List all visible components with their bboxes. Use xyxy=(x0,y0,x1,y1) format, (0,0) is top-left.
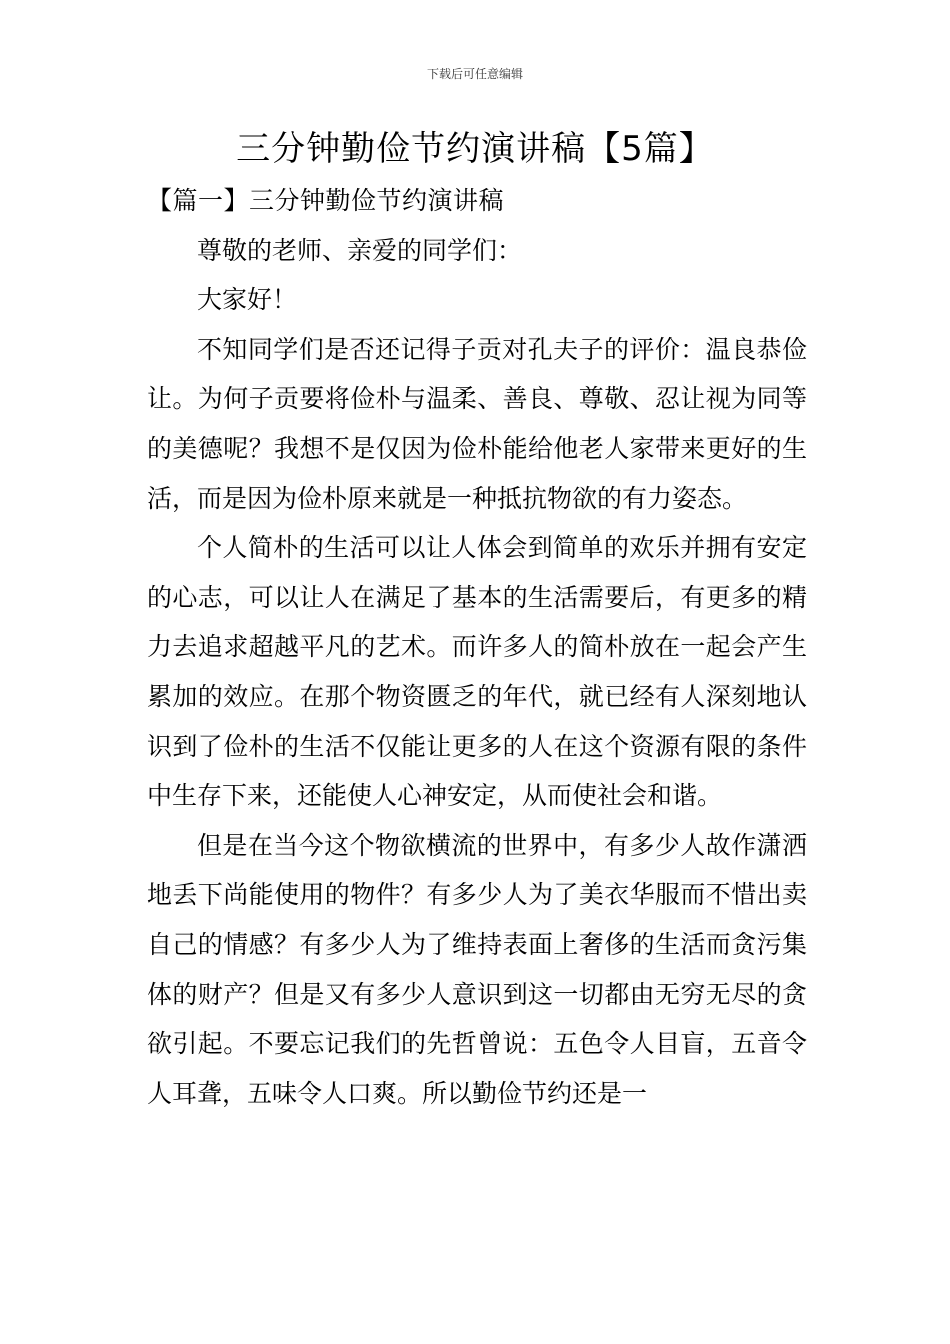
section-heading: 【篇一】三分钟勤俭节约演讲稿 xyxy=(147,186,505,215)
body-paragraph-2: 个人简朴的生活可以让人体会到简单的欢乐并拥有安定的心志，可以让人在满足了基本的生活需要后，有更多的精力去追求超越平凡的艺术。而许多人的简朴放在一起会产生累加的效应。在那个物资匮乏的年代，就已经有人深刻地认识到了俭朴的生活不仅能让更多的人在这个资源有限的条件中生存下来，还能使人心神安定，从而使社会和谐。 xyxy=(147,533,807,811)
body-paragraph-1: 不知同学们是否还记得子贡对孔夫子的评价：温良恭俭让。为何子贡要将俭朴与温柔、善良、尊敬、忍让视为同等的美德呢？我想不是仅因为俭朴能给他老人家带来更好的生活，而是因为俭朴原来就是一种抵抗物欲的有力姿态。 xyxy=(147,334,807,513)
page-header-note: 下载后可任意编辑 xyxy=(426,67,523,81)
salutation-paragraph: 尊敬的老师、亲爱的同学们： xyxy=(197,235,523,265)
body-paragraph-3: 但是在当今这个物欲横流的世界中，有多少人故作潇洒地丢下尚能使用的物件？有多少人为了美衣华服而不惜出卖自己的情感？有多少人为了维持表面上奢侈的生活而贪污集体的财产？但是又有多少人意识到这一切都由无穷无尽的贪欲引起。不要忘记我们的先哲曾说：五色令人目盲，五音令人耳聋，五味令人口爽。所以勤俭节约还是一 xyxy=(147,830,807,1108)
document-body xyxy=(147,176,807,1118)
greeting-paragraph: 大家好！ xyxy=(197,285,298,315)
document-title: 三分钟勤俭节约演讲稿【5篇】 xyxy=(236,129,714,169)
